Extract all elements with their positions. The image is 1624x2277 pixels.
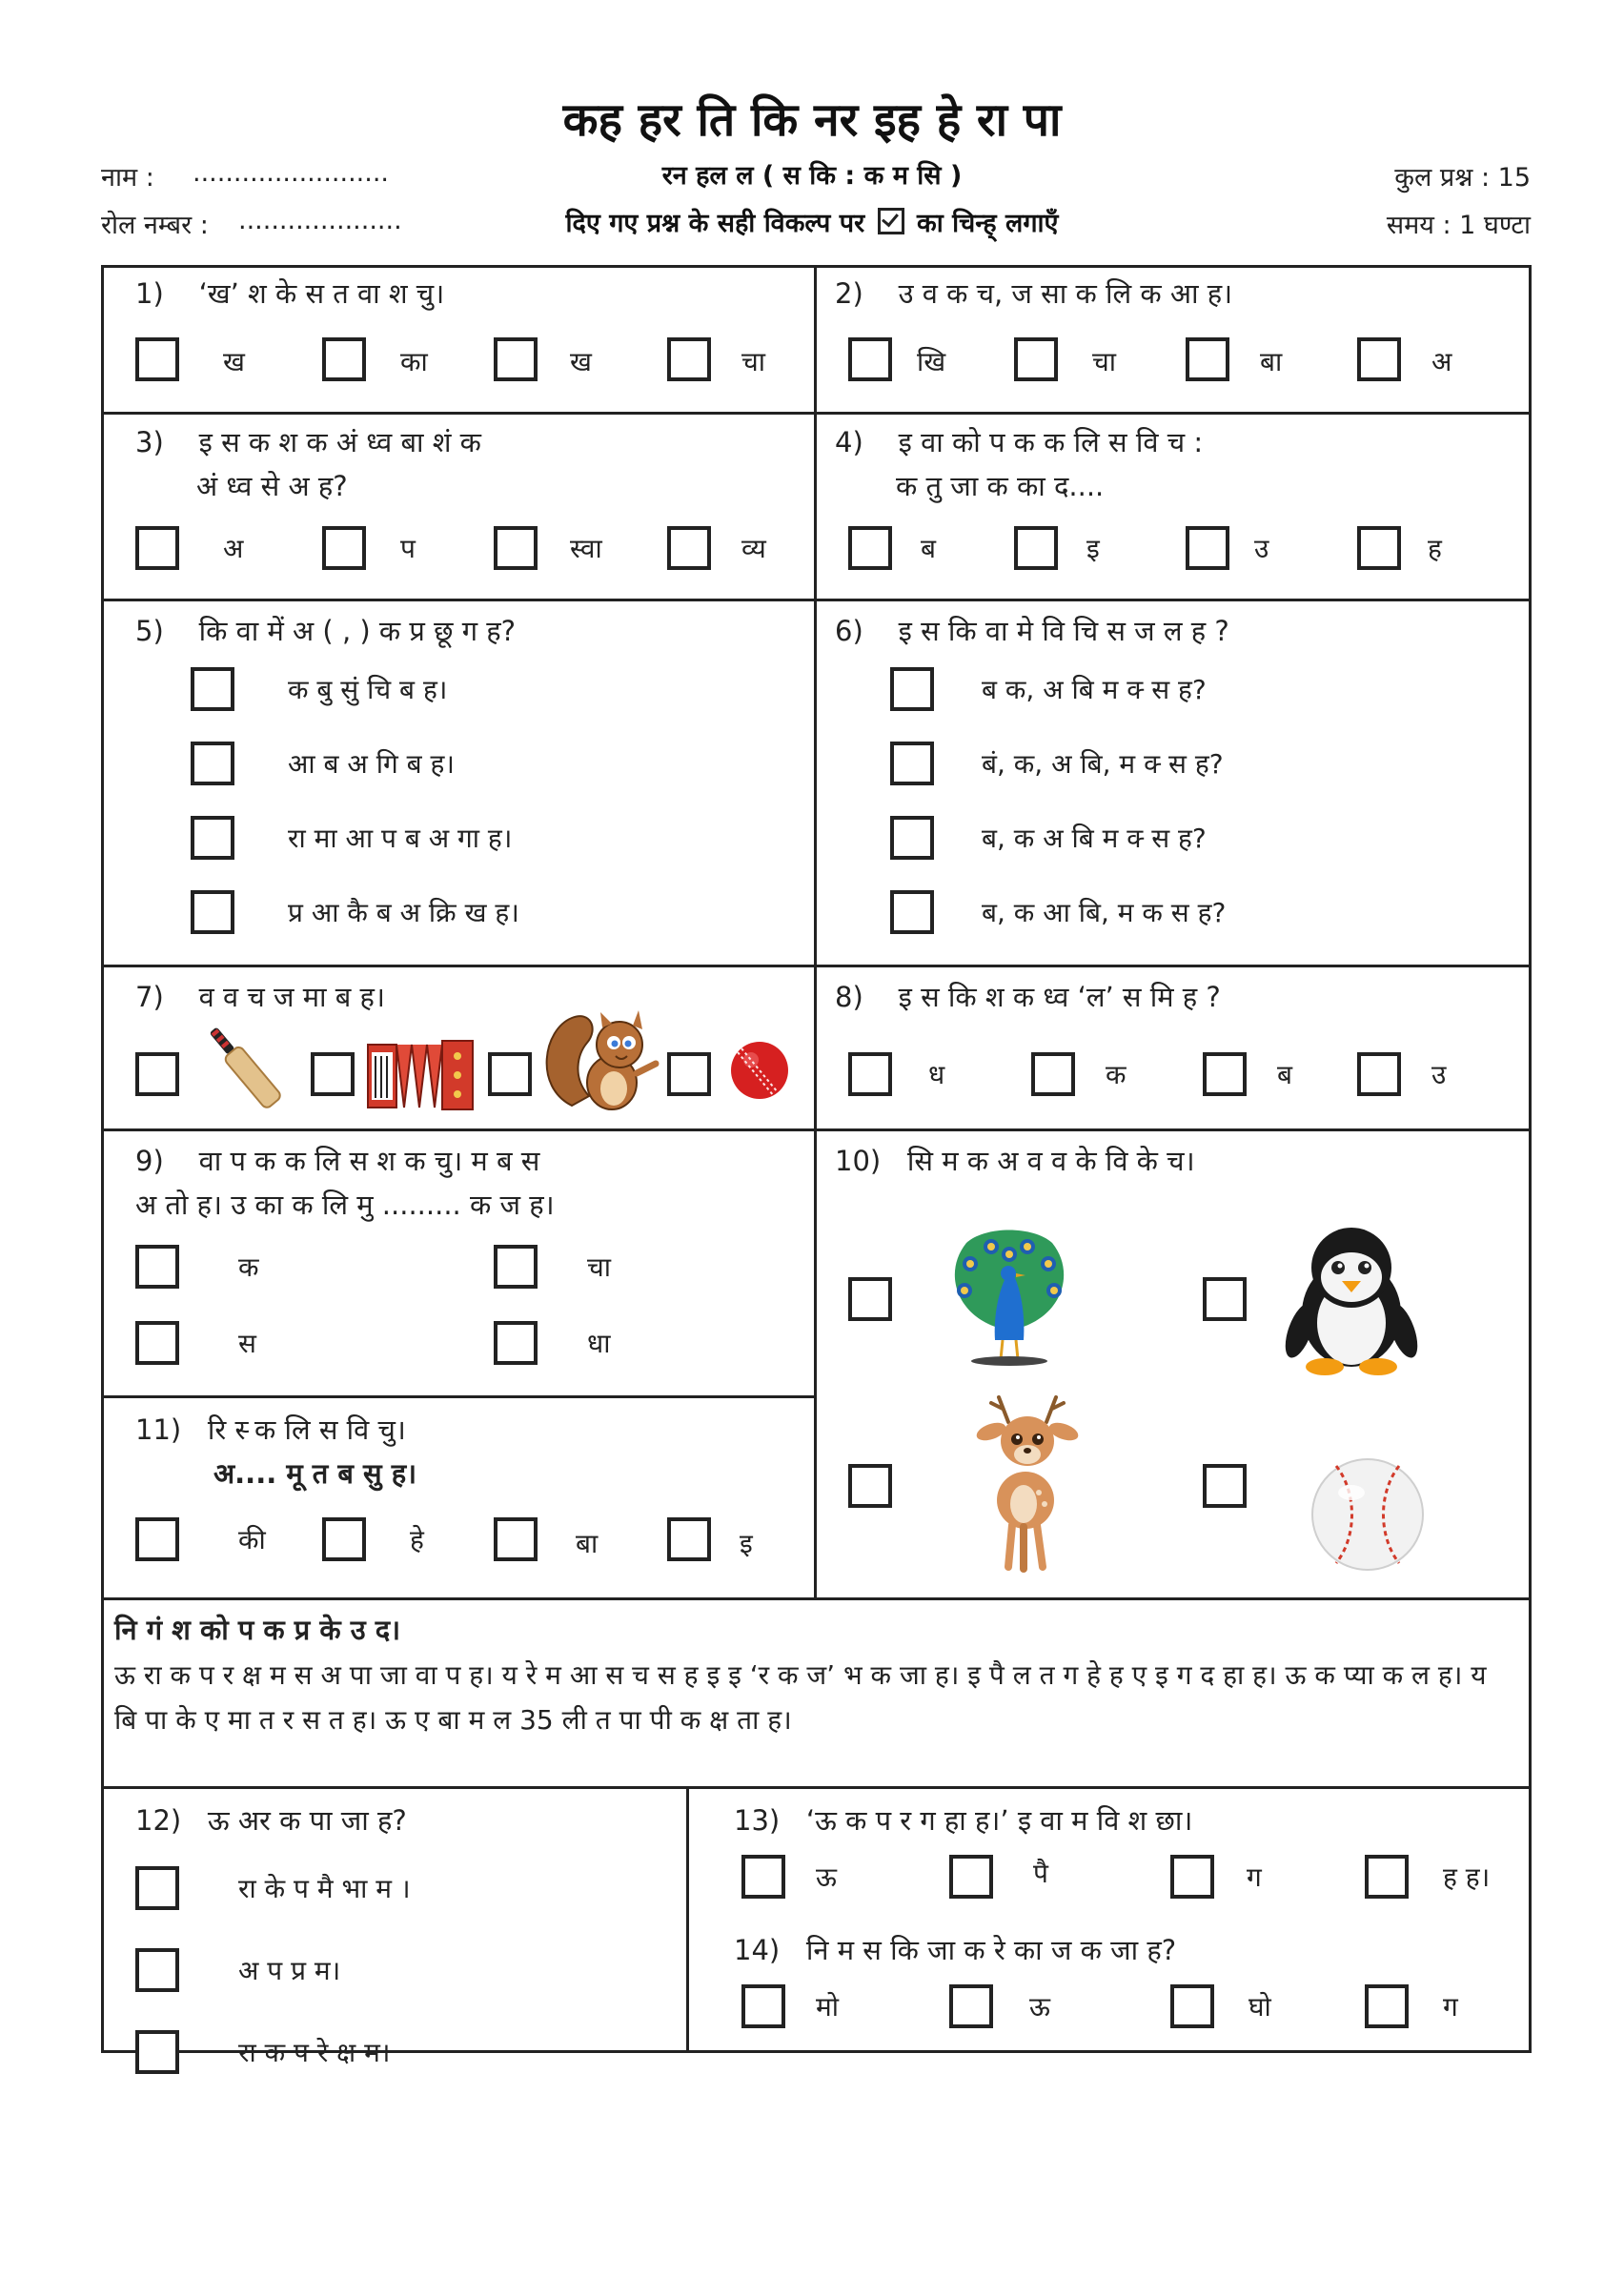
q14-option-4: ग <box>1443 1991 1458 2023</box>
question-text: रि स्‍ क लि स वि चु। <box>207 1413 406 1446</box>
q2-option-3-checkbox[interactable] <box>1186 337 1229 381</box>
time-label: समय : 1 घण्टा <box>1386 211 1531 240</box>
q8-option-2: क <box>1106 1059 1127 1090</box>
q3-option-3: स्वा <box>570 533 602 564</box>
question-6 <box>835 612 1229 649</box>
q5-option-2: आ ब अ गि ब ह। <box>288 748 455 780</box>
passage-line-2: बि पा के ए मा त र स त ह। ऊ ए बा म ल 35 ली त पा पी क क्ष ता ह। <box>114 1704 792 1736</box>
q13-option-4-checkbox[interactable] <box>1365 1855 1409 1899</box>
q6-option-2: बं, क, अ बि, म क्‍ स ह? <box>982 748 1224 780</box>
question-text: उ व क च, ज सा क लि क आ ह। <box>898 277 1233 310</box>
q10-option-1-checkbox[interactable] <box>848 1277 892 1321</box>
q13-option-1: ऊ <box>816 1861 837 1893</box>
instruction-prefix: दिए गए प्रश्न के सही विकल्प पर <box>565 209 865 238</box>
q3-option-2: प <box>400 533 416 564</box>
q3-option-4-checkbox[interactable] <box>667 526 711 570</box>
q4-option-1-checkbox[interactable] <box>848 526 892 570</box>
q7-option-4-checkbox[interactable] <box>667 1052 711 1096</box>
roll-field[interactable]: .................... <box>238 206 402 235</box>
question-9-line-2: अ तो ह। उ का क लि मु ......... क ज ह। <box>135 1189 555 1221</box>
question-number: 7) <box>135 981 164 1013</box>
q8-option-3-checkbox[interactable] <box>1203 1052 1247 1096</box>
q3-option-1-checkbox[interactable] <box>135 526 179 570</box>
question-7 <box>135 978 385 1015</box>
q5-option-1: क बु सुं चि ब ह। <box>288 674 448 705</box>
q4-option-2-checkbox[interactable] <box>1014 526 1058 570</box>
q5-option-2-checkbox[interactable] <box>191 742 234 785</box>
question-number: 6) <box>835 615 863 647</box>
cricket-ball-icon <box>728 1039 791 1102</box>
q14-option-4-checkbox[interactable] <box>1365 1984 1409 2028</box>
question-number: 5) <box>135 615 164 647</box>
q4-option-2: इ <box>1086 533 1100 564</box>
q13-option-3-checkbox[interactable] <box>1170 1855 1214 1899</box>
total-questions: कुल प्रश्न : 15 <box>1394 163 1531 193</box>
q13-option-2: पै <box>1033 1858 1048 1889</box>
question-11 <box>135 1411 406 1448</box>
instruction-suffix: का चिन्ह् लगाएँ <box>916 209 1059 238</box>
q3-option-2-checkbox[interactable] <box>322 526 366 570</box>
q9-option-3-checkbox[interactable] <box>135 1321 179 1365</box>
q1-option-2: का <box>400 346 428 377</box>
question-5 <box>135 612 516 649</box>
question-text: इ वा को प क क लि स वि च : <box>898 426 1204 458</box>
q12-option-2-checkbox[interactable] <box>135 1948 179 1992</box>
question-text: सि म क अ व व के वि के च। <box>906 1145 1195 1177</box>
question-text: इ स कि वा मे वि चि स ज ल ह ? <box>898 615 1229 647</box>
q4-option-4: ह <box>1428 533 1442 564</box>
q13-option-3: ग <box>1247 1861 1262 1893</box>
q12-option-3: रा क प रे क्ष म। <box>238 2037 391 2068</box>
q6-option-3-checkbox[interactable] <box>890 816 934 860</box>
q8-option-2-checkbox[interactable] <box>1031 1052 1075 1096</box>
q11-option-2-checkbox[interactable] <box>322 1517 366 1561</box>
q4-option-4-checkbox[interactable] <box>1357 526 1401 570</box>
question-text: ‘ख’ श के स त वा श चु। <box>198 277 445 310</box>
q8-option-1: ध <box>928 1059 945 1090</box>
q9-option-4: धा <box>587 1328 611 1359</box>
q6-option-2-checkbox[interactable] <box>890 742 934 785</box>
passage-line-1: ऊ रा क प र क्ष म स अ पा जा वा प ह। य रे म आ स च स ह इ इ ‘र क ज’ भ क जा ह। इ पै ल त ग हे ह ए इ ग द हा ह। ऊ क प्या क ल ह। य <box>114 1659 1487 1691</box>
q5-option-3-checkbox[interactable] <box>191 816 234 860</box>
question-3-line-2: अं ध्व से अ ह? <box>196 470 348 502</box>
question-text: ‘ऊ क प र ग हा ह।’ इ वा म वि श छा। <box>805 1804 1193 1837</box>
question-number: 4) <box>835 426 863 458</box>
row-divider <box>101 1786 1532 1789</box>
subtitle: रन हल ल ( स कि : क म सि ) <box>661 161 963 191</box>
q2-option-2: चा <box>1092 346 1117 377</box>
q10-option-4-checkbox[interactable] <box>1203 1464 1247 1508</box>
question-3 <box>135 423 481 460</box>
question-number: 13) <box>734 1804 781 1837</box>
q11-option-3-checkbox[interactable] <box>494 1517 538 1561</box>
question-10 <box>835 1142 1195 1179</box>
penguin-icon <box>1287 1218 1416 1376</box>
q8-option-4-checkbox[interactable] <box>1357 1052 1401 1096</box>
q2-option-3: बा <box>1260 346 1283 377</box>
question-number: 12) <box>135 1804 182 1837</box>
q2-option-4: अ <box>1431 346 1452 377</box>
q9-option-1-checkbox[interactable] <box>135 1245 179 1289</box>
q8-option-3: ब <box>1277 1059 1292 1090</box>
q3-option-3-checkbox[interactable] <box>494 526 538 570</box>
q6-option-3: ब, क अ बि म क्‍ स ह? <box>982 823 1207 854</box>
q14-option-2: ऊ <box>1029 1991 1050 2023</box>
q6-option-4: ब, क आ बि, म क स ह? <box>982 897 1227 928</box>
page-title: कह हर ति कि नर इह हे रा पा <box>562 93 1062 147</box>
question-1 <box>135 274 444 312</box>
q14-option-1-checkbox[interactable] <box>741 1984 785 2028</box>
passage-heading: नि गं श को प क प्र के उ द। <box>114 1614 401 1646</box>
q1-option-4-checkbox[interactable] <box>667 337 711 381</box>
q10-option-2-checkbox[interactable] <box>1203 1277 1247 1321</box>
q5-option-3: रा मा आ प ब अ गा ह। <box>288 823 513 854</box>
q7-option-3-checkbox[interactable] <box>488 1052 532 1096</box>
q10-option-3-checkbox[interactable] <box>848 1464 892 1508</box>
question-text: वा प क क लि स श क चु। म ब स <box>198 1145 540 1177</box>
q14-option-1: मो <box>816 1991 839 2023</box>
question-number: 8) <box>835 981 863 1013</box>
question-text: व व च ज मा ब ह। <box>198 981 385 1013</box>
cricket-bat-icon <box>194 1016 295 1117</box>
q11-option-3: बा <box>576 1528 599 1559</box>
q1-option-3-checkbox[interactable] <box>494 337 538 381</box>
q9-option-1: क <box>238 1251 259 1283</box>
q1-option-1: ख <box>223 346 245 377</box>
question-text: ऊ अर क पा जा ह? <box>207 1804 407 1837</box>
q13-option-4: ह ह। <box>1443 1861 1491 1893</box>
q3-option-1: अ <box>223 533 244 564</box>
name-label: नाम : <box>101 163 154 193</box>
q12-option-3-checkbox[interactable] <box>135 2030 179 2074</box>
q2-option-4-checkbox[interactable] <box>1357 337 1401 381</box>
q5-option-1-checkbox[interactable] <box>191 667 234 711</box>
row-divider <box>101 1395 816 1398</box>
q1-option-4: चा <box>741 346 766 377</box>
q3-option-4: व्य <box>741 533 766 564</box>
question-number: 14) <box>734 1934 781 1966</box>
checkbox-tick-icon <box>878 208 904 234</box>
q12-option-2: अ प प्र म। <box>238 1955 341 1986</box>
column-divider <box>814 265 817 1599</box>
peacock-icon <box>938 1226 1081 1369</box>
question-text: कि वा में अ ( , ) क प्र छू ग ह? <box>198 615 517 647</box>
question-12 <box>135 1801 407 1839</box>
baseball-icon <box>1308 1454 1428 1575</box>
q11-option-4-checkbox[interactable] <box>667 1517 711 1561</box>
question-text: नि म स कि जा क रे का ज क जा ह? <box>805 1934 1177 1966</box>
question-9 <box>135 1142 539 1179</box>
row-divider <box>101 1128 1532 1131</box>
q7-option-2-checkbox[interactable] <box>311 1052 355 1096</box>
row-divider <box>101 1597 1532 1600</box>
question-number: 10) <box>835 1145 882 1177</box>
q1-option-3: ख <box>570 346 592 377</box>
q14-option-2-checkbox[interactable] <box>949 1984 993 2028</box>
q5-option-4: प्र आ कै ब अ क्रि ख ह। <box>288 897 519 928</box>
q14-option-3: घो <box>1248 1991 1271 2023</box>
q2-option-1: खि <box>917 346 946 377</box>
q2-option-2-checkbox[interactable] <box>1014 337 1058 381</box>
q1-option-2-checkbox[interactable] <box>322 337 366 381</box>
row-divider <box>101 412 1532 415</box>
q11-option-1-checkbox[interactable] <box>135 1517 179 1561</box>
question-number: 3) <box>135 426 164 458</box>
question-number: 1) <box>135 277 164 310</box>
question-11-sentence: अ.... मू त ब सु ह। <box>213 1457 417 1490</box>
q2-option-1-checkbox[interactable] <box>848 337 892 381</box>
q7-option-1-checkbox[interactable] <box>135 1052 179 1096</box>
q8-option-1-checkbox[interactable] <box>848 1052 892 1096</box>
q6-option-1: ब क, अ बि म क्‍ स ह? <box>982 674 1207 705</box>
q6-option-1-checkbox[interactable] <box>890 667 934 711</box>
question-4 <box>835 423 1203 460</box>
q13-option-1-checkbox[interactable] <box>741 1855 785 1899</box>
q9-option-4-checkbox[interactable] <box>494 1321 538 1365</box>
q9-option-2: चा <box>587 1251 612 1283</box>
row-divider <box>101 965 1532 967</box>
q11-option-4: इ <box>740 1528 753 1559</box>
question-8 <box>835 978 1221 1015</box>
squirrel-icon <box>543 1001 661 1115</box>
q4-option-3-checkbox[interactable] <box>1186 526 1229 570</box>
q12-option-1: रा के प मै भा म । <box>238 1873 411 1904</box>
question-number: 2) <box>835 277 863 310</box>
deer-icon <box>970 1393 1085 1575</box>
question-13 <box>734 1801 1192 1839</box>
q12-option-1-checkbox[interactable] <box>135 1866 179 1910</box>
q6-option-4-checkbox[interactable] <box>890 890 934 934</box>
instruction <box>431 204 1193 239</box>
q11-option-2: हे <box>410 1524 424 1555</box>
q9-option-2-checkbox[interactable] <box>494 1245 538 1289</box>
question-number: 9) <box>135 1145 164 1177</box>
q8-option-4: उ <box>1431 1059 1447 1090</box>
q9-option-3: स <box>238 1328 256 1359</box>
q4-option-3: उ <box>1254 533 1269 564</box>
q5-option-4-checkbox[interactable] <box>191 890 234 934</box>
question-number: 11) <box>135 1413 182 1446</box>
q1-option-1-checkbox[interactable] <box>135 337 179 381</box>
q4-option-1: ब <box>921 533 936 564</box>
row-divider <box>101 599 1532 601</box>
question-2 <box>835 274 1232 312</box>
question-14 <box>734 1931 1176 1968</box>
question-text: इ स क श क अं ध्व बा शं क <box>198 426 481 458</box>
column-divider-bottom <box>686 1786 689 2053</box>
accordion-icon <box>366 1035 477 1115</box>
question-4-line-2: क तु जा क का द.... <box>896 470 1105 502</box>
q11-option-1: की <box>238 1524 266 1555</box>
name-field[interactable]: ........................ <box>193 158 389 188</box>
roll-label: रोल नम्बर : <box>101 211 209 240</box>
question-text: इ स कि श क ध्व ‘ल’ स मि ह ? <box>898 981 1221 1013</box>
q13-option-2-checkbox[interactable] <box>949 1855 993 1899</box>
q14-option-3-checkbox[interactable] <box>1170 1984 1214 2028</box>
